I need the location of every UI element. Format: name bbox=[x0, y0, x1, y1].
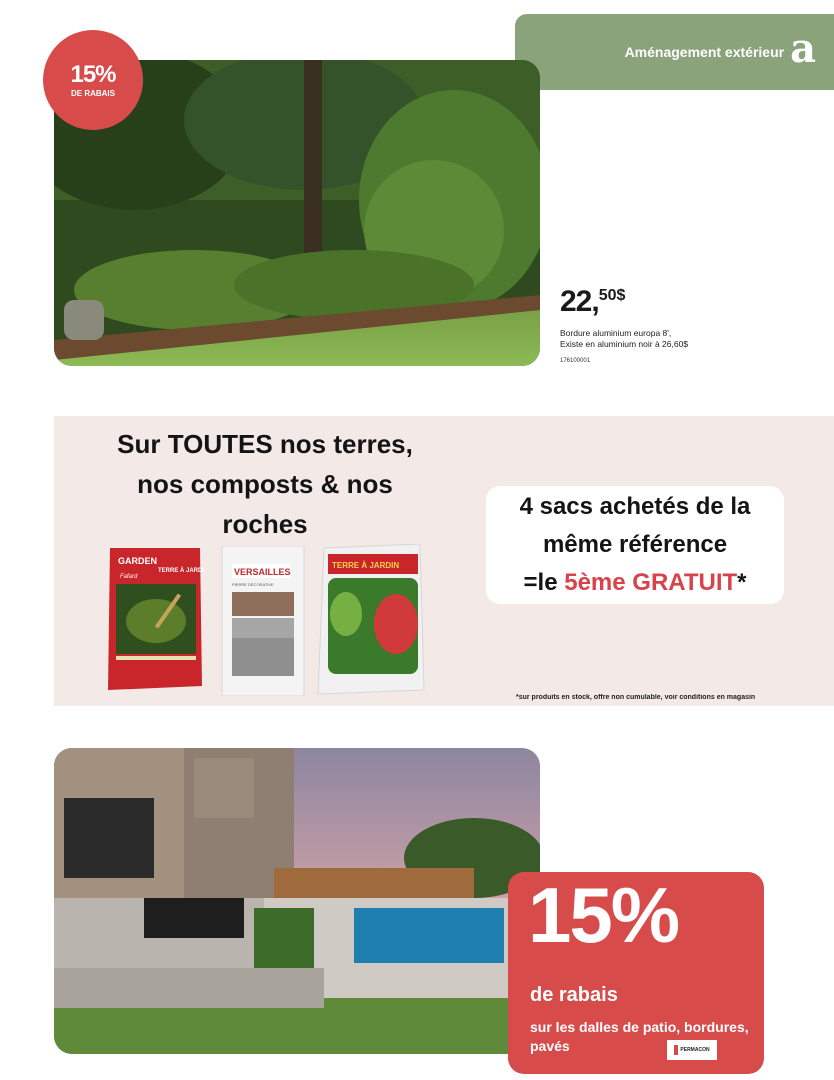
patio-photo bbox=[54, 748, 540, 1054]
bag-maker: Fafard bbox=[120, 574, 138, 580]
offer-line: 4 sacs achetés de la bbox=[519, 493, 751, 520]
title-line: roches bbox=[222, 509, 308, 539]
garden-soil-bag bbox=[106, 546, 204, 692]
bag-brand: TERRE À JARDIN bbox=[332, 561, 400, 570]
patio-discount-subtitle: de rabais bbox=[530, 984, 618, 1006]
bag-subtitle: PIERRE DÉCORATIVE bbox=[232, 582, 274, 587]
title-line: Sur TOUTES nos terres, bbox=[117, 429, 413, 459]
decorative-stone-bag bbox=[220, 546, 306, 696]
patio-discount-percent: 15% bbox=[528, 871, 679, 959]
price bbox=[560, 285, 625, 319]
offer-prefix: =le bbox=[523, 569, 565, 596]
badge-label: DE RABAIS bbox=[70, 88, 115, 98]
offer-line: même référence bbox=[542, 531, 728, 558]
permacon-logo bbox=[667, 1040, 717, 1060]
permacon-label: PERMACON bbox=[680, 1047, 710, 1053]
price-whole: 22, bbox=[560, 285, 599, 318]
badge-percent: 15% bbox=[70, 60, 116, 88]
bag-brand: VERSAILLES bbox=[234, 567, 291, 577]
discount-badge bbox=[43, 30, 143, 130]
brand-logo: a bbox=[790, 25, 816, 72]
offer-footnote: *sur produits en stock, offre non cumulable, voir conditions en magasin bbox=[516, 694, 756, 701]
bag-brand: GARDEN bbox=[118, 556, 158, 566]
title-line: nos composts & nos bbox=[137, 469, 393, 499]
offer-suffix: * bbox=[737, 569, 747, 596]
product-sku: 176100001 bbox=[560, 358, 591, 364]
offer-line bbox=[486, 564, 784, 602]
offer-highlight: 5ème GRATUIT bbox=[564, 569, 738, 596]
price-cents: 50$ bbox=[598, 287, 626, 304]
product-description bbox=[560, 328, 688, 350]
garden-soil-white-bag bbox=[316, 544, 426, 696]
offer-text bbox=[486, 488, 784, 602]
section-label: Aménagement extérieur bbox=[624, 44, 785, 60]
soil-promo-title bbox=[70, 424, 460, 544]
section-header-tab bbox=[515, 14, 834, 90]
patio-discount-description: sur les dalles de patio, bordures, pavés bbox=[530, 1019, 749, 1054]
description-line: Bordure aluminium europa 8', bbox=[560, 328, 672, 338]
bag-subtitle: TERRE À JARDIN bbox=[158, 568, 204, 574]
description-line: Existe en aluminium noir à 26,60$ bbox=[560, 339, 689, 349]
